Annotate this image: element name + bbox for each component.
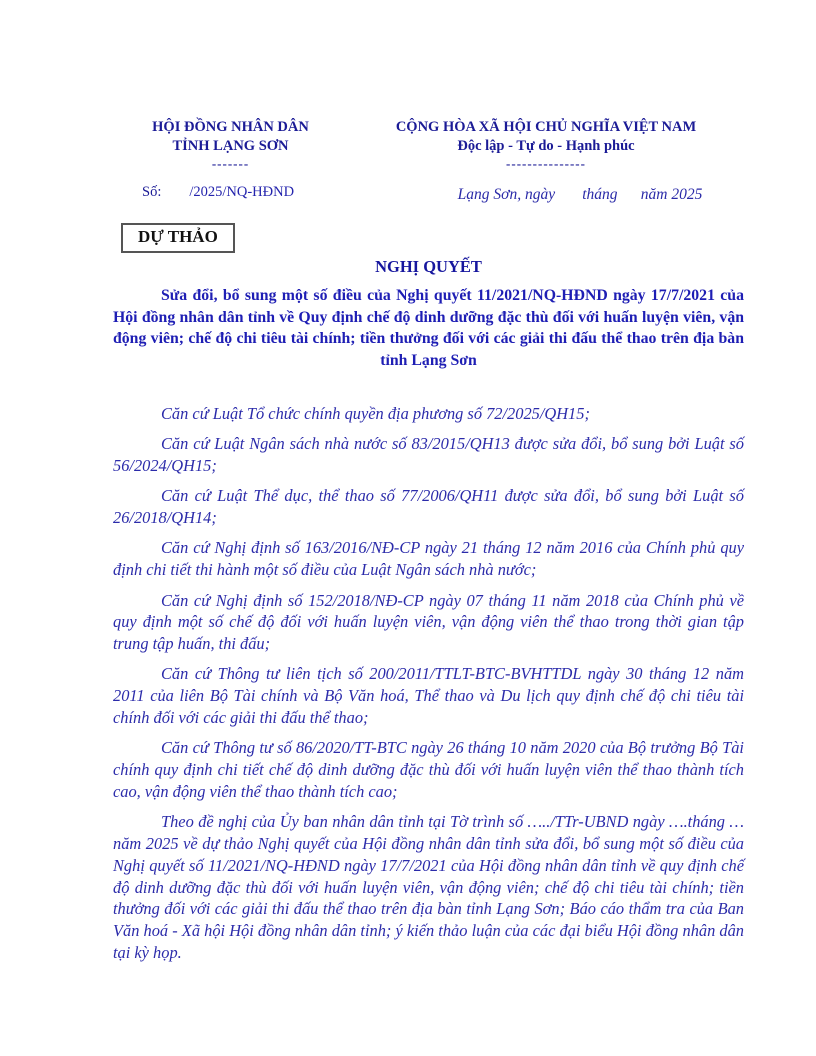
document-subtitle: Sửa đổi, bổ sung một số điều của Nghị quyết 11/2021/NQ-HĐND ngày 17/7/2021 của Hội đồng nhân dân tỉnh về Quy định chế độ dinh dưỡng đặc thù đối với huấn luyện viên, vận động viên; chế độ chi tiêu tài chính; tiền thưởng đối với các giải thi đấu thể thao trên địa bàn tỉnh Lạng Sơn	[113, 287, 744, 369]
legal-basis-paragraph: Căn cứ Nghị định số 163/2016/NĐ-CP ngày 21 tháng 12 năm 2016 của Chính phủ quy định chi tiết thi hành một số điều của Luật Ngân sách nhà nước;	[113, 538, 744, 580]
document-number-line	[113, 184, 348, 201]
document-header	[113, 118, 744, 204]
legal-basis-paragraph: Căn cứ Luật Tổ chức chính quyền địa phương số 72/2025/QH15;	[161, 404, 590, 423]
legal-basis-paragraph: Căn cứ Luật Thể dục, thể thao số 77/2006/QH11 được sửa đổi, bổ sung bởi Luật số 26/2018/QH14;	[113, 486, 744, 528]
draft-stamp: DỰ THẢO	[121, 223, 235, 253]
issuing-authority-province: TỈNH LẠNG SƠN	[172, 138, 289, 154]
header-left-divider: -------	[211, 156, 250, 171]
document-number-value: /2025/NQ-HĐND	[189, 184, 295, 200]
legal-basis-paragraph: Căn cứ Thông tư liên tịch số 200/2011/TTLT-BTC-BVHTTDL ngày 30 tháng 12 năm 2011 của liên Bộ Tài chính và Bộ Văn hoá, Thể thao và Du lịch quy định chế độ chi tiêu tài chính đối với các giải thi đấu thể thao;	[113, 664, 744, 728]
document-body	[113, 403, 744, 964]
legal-basis-paragraph: Căn cứ Luật Ngân sách nhà nước số 83/2015/QH13 được sửa đổi, bổ sung bởi Luật số 56/2024/QH15;	[113, 434, 744, 476]
document-title: NGHỊ QUYẾT	[375, 257, 482, 276]
issuing-authority-block	[113, 118, 348, 201]
legal-basis-paragraph: Căn cứ Thông tư số 86/2020/TT-BTC ngày 26 tháng 10 năm 2020 của Bộ trưởng Bộ Tài chính quy định chi tiết chế độ dinh dưỡng đặc thù đối với huấn luyện viên thể thao thành tích cao, vận động viên thể thao thành tích cao;	[113, 738, 744, 801]
national-title: CỘNG HÒA XÃ HỘI CHỦ NGHĨA VIỆT NAM	[395, 119, 697, 135]
proposal-paragraph: Theo đề nghị của Ủy ban nhân dân tỉnh tại Tờ trình số …../TTr-UBND ngày ….tháng …năm 2025 về dự thảo Nghị quyết của Hội đồng nhân dân tỉnh sửa đổi, bổ sung một số điều của Nghị quyết số 11/2021/NQ-HĐND ngày 17/7/2021 của Hội đồng nhân dân tỉnh về quy định chế độ dinh dưỡng đặc thù đối với huấn luyện viên, vận động viên; chế độ chi tiêu tài chính; tiền thưởng đối với các giải thi đấu thể thao trên địa bàn tỉnh Lạng Sơn; Báo cáo thẩm tra của Ban Văn hoá - Xã hội Hội đồng nhân dân tỉnh; ý kiến thảo luận của các đại biểu Hội đồng nhân dân tại kỳ họp.	[113, 812, 744, 963]
issuing-authority-name: HỘI ĐỒNG NHÂN DÂN	[152, 119, 309, 135]
legal-basis-paragraph: Căn cứ Nghị định số 152/2018/NĐ-CP ngày 07 tháng 11 năm 2018 của Chính phủ về quy định một số chế độ đối với huấn luyện viên, vận động viên thể thao trong thời gian tập trung tập huấn, thi đấu;	[113, 590, 744, 654]
header-right-divider: ---------------	[506, 156, 586, 171]
document-number-label: Số:	[142, 184, 162, 200]
national-motto: Độc lập - Tự do - Hạnh phúc	[457, 138, 635, 154]
draft-stamp-row	[113, 223, 744, 255]
place-date-line: Lạng Sơn, ngày tháng năm 2025	[457, 186, 703, 203]
national-motto-block	[348, 118, 744, 204]
